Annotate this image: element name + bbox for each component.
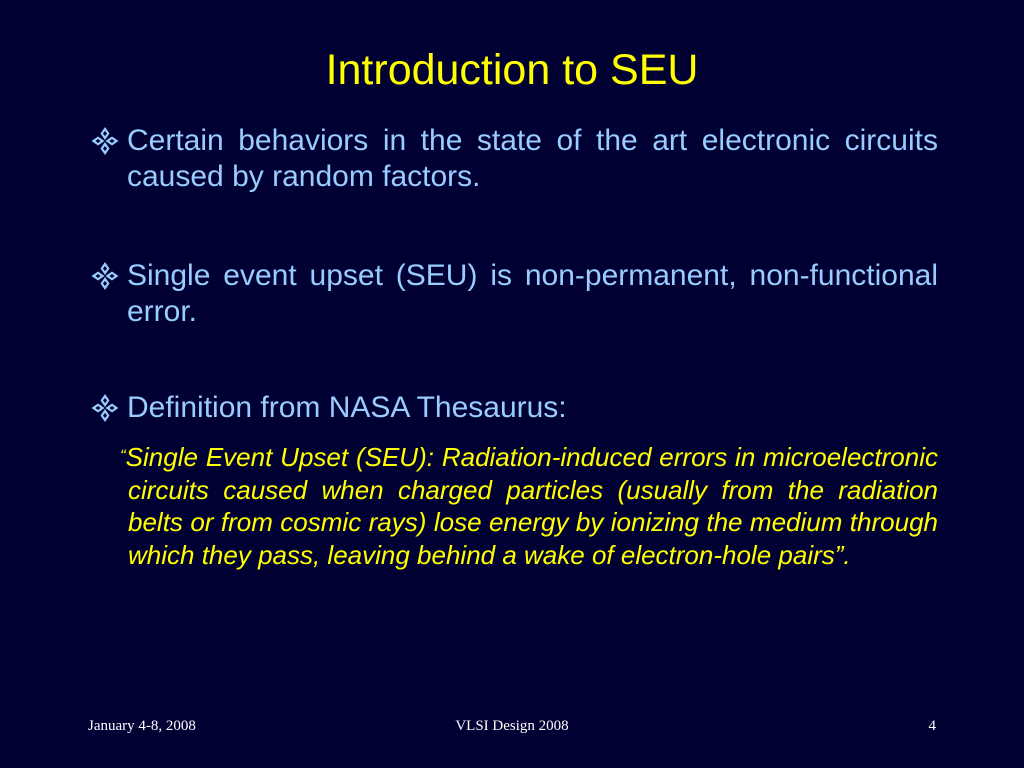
footer-page-number: 4 [928,718,936,734]
bullet-item [90,258,938,330]
diamond-bullet-icon [90,124,120,158]
bullet-text: Single event upset (SEU) is non-permanent, non-functional error. [127,259,938,328]
bullet-item [90,390,938,426]
nasa-definition-quote [120,440,938,571]
quote-text: Single Event Upset (SEU): Radiation-induced errors in microelectronic circuits caused when charged particles (usually from the radiation belts or from cosmic rays) lose energy by ionizing the medium through which they pass, leaving behind a wake of electron-hole pairs”. [125,442,938,570]
diamond-bullet-icon [90,259,120,293]
footer-conference: VLSI Design 2008 [455,718,569,734]
slide-title: Introduction to SEU [325,46,699,94]
footer-date: January 4-8, 2008 [88,718,196,734]
open-quote-mark: “ [120,446,126,465]
bullet-item [90,123,938,195]
diamond-bullet-icon [90,391,120,425]
bullet-text: Definition from NASA Thesaurus: [127,391,567,424]
bullet-text: Certain behaviors in the state of the art electronic circuits caused by random factors. [127,124,938,193]
